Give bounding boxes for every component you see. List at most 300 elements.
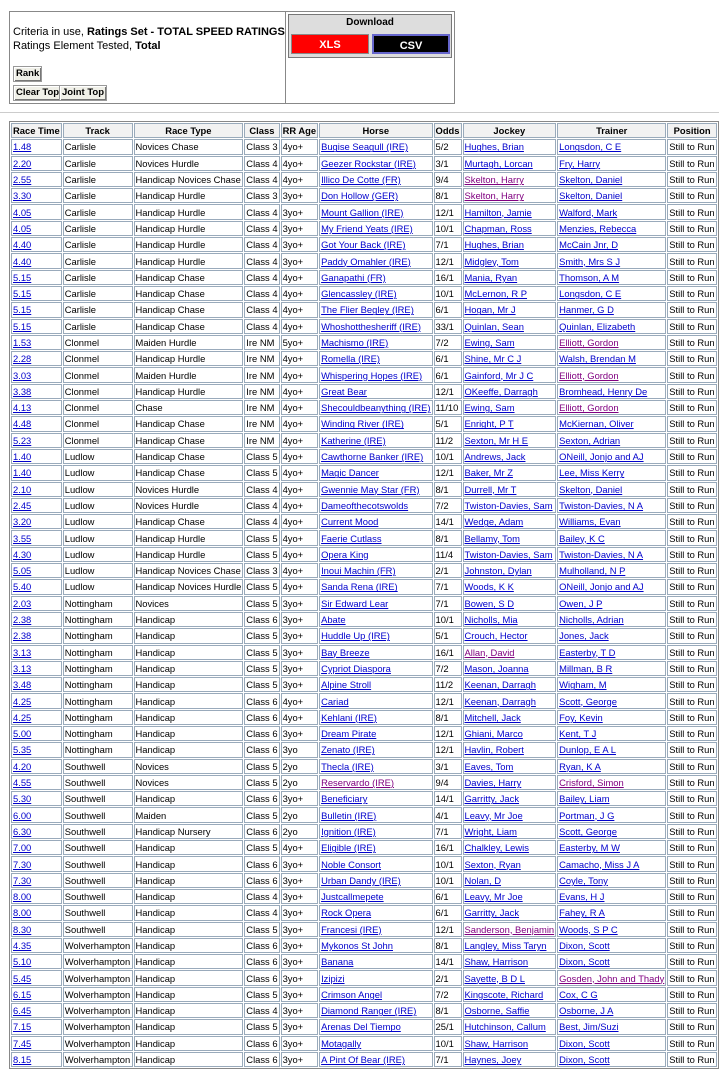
horse-link[interactable]: Dream Pirate <box>321 728 377 740</box>
cell-race-type: Handicap <box>134 938 244 953</box>
jockey-link[interactable]: Havlin, Robert <box>464 744 524 756</box>
race-time-link[interactable]: 6.15 <box>13 988 32 1000</box>
csv-download-button[interactable]: CSV <box>372 34 450 54</box>
jockey-link[interactable]: OKeeffe, Darragh <box>464 385 538 397</box>
jockey-link[interactable]: Quinlan, Sean <box>464 320 524 332</box>
horse-link[interactable]: Rock Opera <box>321 907 372 919</box>
race-time-link[interactable]: 4.05 <box>13 206 32 218</box>
jockey-link[interactable]: Mason, Joanna <box>464 662 529 674</box>
jockey-link[interactable]: Hamilton, Jamie <box>464 206 532 218</box>
trainer-link[interactable]: Dixon, Scott <box>559 956 610 968</box>
cell-class: Class 5 <box>244 759 279 774</box>
jockey-link[interactable]: Wedge, Adam <box>464 516 524 528</box>
table-row <box>11 970 717 985</box>
race-time-link[interactable]: 1.40 <box>13 451 32 463</box>
trainer-link[interactable]: Evans, H J <box>559 891 605 903</box>
horse-link[interactable]: Bulletin (IRE) <box>321 809 377 821</box>
cell-rr-age: 2yo <box>281 807 319 822</box>
horse-link[interactable]: Sanda Rena (IRE) <box>321 581 398 593</box>
horse-link[interactable]: Gwennie May Star (FR) <box>321 483 420 495</box>
cell-horse <box>319 954 432 969</box>
cell-track: Ludlow <box>63 465 133 480</box>
race-time-link[interactable]: 2.38 <box>13 630 32 642</box>
horse-link[interactable]: Cariad <box>321 695 349 707</box>
horse-link[interactable]: Zenato (IRE) <box>321 744 375 756</box>
trainer-link[interactable]: Kent, T J <box>559 728 597 740</box>
cell-race-type: Handicap <box>134 612 244 627</box>
race-time-link[interactable]: 4.40 <box>13 239 32 251</box>
race-time-link[interactable]: 7.00 <box>13 842 32 854</box>
trainer-link[interactable]: Portman, J G <box>559 809 615 821</box>
horse-link[interactable]: Inoui Machin (FR) <box>321 565 396 577</box>
table-row <box>11 693 717 708</box>
cell-track: Southwell <box>63 840 133 855</box>
horse-link[interactable]: Great Bear <box>321 385 367 397</box>
cell-horse <box>319 172 432 187</box>
race-time-link[interactable]: 1.40 <box>13 467 32 479</box>
jockey-link[interactable]: Crouch, Hector <box>464 630 528 642</box>
race-time-link[interactable]: 5.15 <box>13 320 32 332</box>
horse-link[interactable]: Illico De Cotte (FR) <box>321 174 401 186</box>
race-time-link[interactable]: 5.45 <box>13 972 32 984</box>
jockey-link[interactable]: Mitchell, Jack <box>464 711 521 723</box>
trainer-link[interactable]: Easterby, M W <box>559 842 620 854</box>
jockey-link[interactable]: Mania, Ryan <box>464 271 518 283</box>
trainer-link[interactable]: Dunlop, E A L <box>559 744 616 756</box>
trainer-link[interactable]: Gosden, John and Thady <box>559 972 665 984</box>
trainer-link[interactable]: Cox, C G <box>559 988 598 1000</box>
race-time-link[interactable]: 5.00 <box>13 728 32 740</box>
trainer-link[interactable]: Elliott, Gordon <box>559 402 619 414</box>
horse-link[interactable]: Mount Gallion (IRE) <box>321 206 404 218</box>
cell-trainer <box>557 645 666 660</box>
horse-link[interactable]: Glencassley (IRE) <box>321 288 397 300</box>
cell-horse <box>319 400 432 415</box>
race-time-link[interactable]: 2.20 <box>13 157 32 169</box>
trainer-link[interactable]: Camacho, Miss J A <box>559 858 640 870</box>
jockey-link[interactable]: Durrell, Mr T <box>464 483 517 495</box>
trainer-link[interactable]: Walsh, Brendan M <box>559 353 636 365</box>
horse-link[interactable]: Motagally <box>321 1037 362 1049</box>
cell-jockey <box>463 873 557 888</box>
race-time-link[interactable]: 3.03 <box>13 369 32 381</box>
horse-link[interactable]: Kehlani (IRE) <box>321 711 377 723</box>
jockey-link[interactable]: Langley, Miss Taryn <box>464 939 547 951</box>
jockey-link[interactable]: Johnston, Dylan <box>464 565 532 577</box>
jockey-link[interactable]: Bellamy, Tom <box>464 532 520 544</box>
horse-link[interactable]: Abate <box>321 614 346 626</box>
trainer-link[interactable]: Longsdon, C E <box>559 141 622 153</box>
jockey-link[interactable]: Leavy, Mr Joe <box>464 809 523 821</box>
cell-class: Class 3 <box>244 563 279 578</box>
cell-trainer <box>557 449 666 464</box>
race-time-link[interactable]: 5.10 <box>13 956 32 968</box>
race-time-link[interactable]: 8.15 <box>13 1054 32 1066</box>
race-time-link[interactable]: 7.30 <box>13 874 32 886</box>
cell-race-type: Handicap <box>134 873 244 888</box>
race-time-link[interactable]: 6.30 <box>13 825 32 837</box>
race-time-link[interactable]: 3.13 <box>13 646 32 658</box>
cell-position: Still to Run <box>667 465 717 480</box>
race-time-link[interactable]: 2.38 <box>13 614 32 626</box>
race-time-link[interactable]: 5.15 <box>13 288 32 300</box>
jockey-link[interactable]: Sexton, Ryan <box>464 858 521 870</box>
trainer-link[interactable]: Longsdon, C E <box>559 288 622 300</box>
header-race-type: Race Type <box>134 123 244 138</box>
cell-trainer <box>557 400 666 415</box>
trainer-link[interactable]: Woods, S P C <box>559 923 618 935</box>
trainer-link[interactable]: Osborne, J A <box>559 1005 614 1017</box>
trainer-link[interactable]: Coyle, Tony <box>559 874 608 886</box>
horse-link[interactable]: Magic Dancer <box>321 467 379 479</box>
horse-link[interactable]: Dameofthecotswolds <box>321 499 409 511</box>
jockey-link[interactable]: Shine, Mr C J <box>464 353 522 365</box>
trainer-link[interactable]: McCain Jnr, D <box>559 239 619 251</box>
trainer-link[interactable]: Bailey, Liam <box>559 793 610 805</box>
cell-jockey <box>463 530 557 545</box>
jockey-link[interactable]: Hughes, Brian <box>464 141 524 153</box>
cell-rr-age: 4yo+ <box>281 530 319 545</box>
race-time-link[interactable]: 3.20 <box>13 516 32 528</box>
cell-rr-age: 3yo+ <box>281 1036 319 1051</box>
horse-link[interactable]: Urban Dandy (IRE) <box>321 874 401 886</box>
race-time-link[interactable]: 8.30 <box>13 923 32 935</box>
trainer-link[interactable]: ONeill, Jonjo and AJ <box>559 581 644 593</box>
horse-link[interactable]: The Flier Begley (IRE) <box>321 304 414 316</box>
race-time-link[interactable]: 4.30 <box>13 548 32 560</box>
trainer-link[interactable]: Walford, Mark <box>559 206 618 218</box>
horse-link[interactable]: My Friend Yeats (IRE) <box>321 222 413 234</box>
race-time-link[interactable]: 5.35 <box>13 744 32 756</box>
trainer-link[interactable]: Hanmer, G D <box>559 304 614 316</box>
jockey-link[interactable]: Eaves, Tom <box>464 760 514 772</box>
trainer-link[interactable]: Easterby, T D <box>559 646 616 658</box>
cell-track: Southwell <box>63 759 133 774</box>
clear-top-button[interactable]: Clear Top <box>13 85 62 101</box>
trainer-link[interactable]: Bailey, K C <box>559 532 605 544</box>
trainer-link[interactable]: Fry, Harry <box>559 157 601 169</box>
trainer-link[interactable]: Skelton, Daniel <box>559 190 623 202</box>
jockey-link[interactable]: Midgley, Tom <box>464 255 519 267</box>
joint-top-button[interactable]: Joint Top <box>59 85 107 101</box>
trainer-link[interactable]: Sexton, Adrian <box>559 434 621 446</box>
race-time-link[interactable]: 3.55 <box>13 532 32 544</box>
trainer-link[interactable]: Elliott, Gordon <box>559 337 619 348</box>
race-time-link[interactable]: 4.13 <box>13 402 32 414</box>
race-time-link[interactable]: 1.53 <box>13 337 32 348</box>
horse-link[interactable]: Sir Edward Lear <box>321 597 389 609</box>
jockey-link[interactable]: Twiston-Davies, Sam <box>464 499 553 511</box>
trainer-link[interactable]: McKiernan, Oliver <box>559 418 634 430</box>
horse-link[interactable]: Faerie Cutlass <box>321 532 382 544</box>
race-time-link[interactable]: 7.45 <box>13 1037 32 1049</box>
cell-rr-age: 4yo+ <box>281 351 319 366</box>
cell-jockey <box>463 987 557 1002</box>
cell-trainer <box>557 938 666 953</box>
jockey-link[interactable]: Hughes, Brian <box>464 239 524 251</box>
race-time-link[interactable]: 5.30 <box>13 793 32 805</box>
jockey-link[interactable]: Keenan, Darragh <box>464 695 536 707</box>
race-time-link[interactable]: 5.40 <box>13 581 32 593</box>
jockey-link[interactable]: Skelton, Harry <box>464 174 524 186</box>
race-time-link[interactable]: 5.15 <box>13 271 32 283</box>
cell-trainer <box>557 156 666 171</box>
trainer-link[interactable]: Skelton, Daniel <box>559 174 623 186</box>
race-time-link[interactable]: 3.48 <box>13 679 32 691</box>
trainer-link[interactable]: Fahey, R A <box>559 907 605 919</box>
race-time-link[interactable]: 4.40 <box>13 255 32 267</box>
horse-link[interactable]: Eligible (IRE) <box>321 842 376 854</box>
horse-link[interactable]: A Pint Of Bear (IRE) <box>321 1054 405 1066</box>
horse-link[interactable]: Shecouldbeanything (IRE) <box>321 402 431 414</box>
jockey-link[interactable]: Chapman, Ross <box>464 222 532 234</box>
trainer-link[interactable]: Ryan, K A <box>559 760 601 772</box>
horse-link[interactable]: Current Mood <box>321 516 379 528</box>
jockey-link[interactable]: Sexton, Mr H E <box>464 434 529 446</box>
horse-link[interactable]: Reservardo (IRE) <box>321 777 395 789</box>
jockey-link[interactable]: Keenan, Darragh <box>464 679 536 691</box>
race-time-link[interactable]: 1.48 <box>13 141 32 153</box>
jockey-link[interactable]: Ewing, Sam <box>464 402 515 414</box>
trainer-link[interactable]: Elliott, Gordon <box>559 369 619 381</box>
horse-link[interactable]: Beneficiary <box>321 793 368 805</box>
cell-rr-age: 4yo+ <box>281 319 319 334</box>
race-time-link[interactable]: 7.15 <box>13 1021 32 1033</box>
race-time-link[interactable]: 6.45 <box>13 1005 32 1017</box>
cell-jockey <box>463 416 557 431</box>
jockey-link[interactable]: McLernon, R P <box>464 288 528 300</box>
horse-link[interactable]: Machismo (IRE) <box>321 337 389 348</box>
cell-position: Still to Run <box>667 482 717 497</box>
jockey-link[interactable]: Shaw, Harrison <box>464 1037 529 1049</box>
jockey-link[interactable]: Chalkley, Lewis <box>464 842 529 854</box>
cell-rr-age: 4yo+ <box>281 547 319 562</box>
trainer-link[interactable]: Owen, J P <box>559 597 603 609</box>
race-time-link[interactable]: 4.35 <box>13 939 32 951</box>
horse-link[interactable]: Francesi (IRE) <box>321 923 382 935</box>
cell-class: Ire NM <box>244 433 279 448</box>
cell-race-time <box>11 221 62 236</box>
race-time-link[interactable]: 4.20 <box>13 760 32 772</box>
trainer-link[interactable]: Williams, Evan <box>559 516 621 528</box>
horse-link[interactable]: Noble Consort <box>321 858 382 870</box>
table-row <box>11 905 717 920</box>
trainer-link[interactable]: Skelton, Daniel <box>559 483 623 495</box>
horse-link[interactable]: Crimson Angel <box>321 988 383 1000</box>
jockey-link[interactable]: Shaw, Harrison <box>464 956 529 968</box>
cell-position: Still to Run <box>667 270 717 285</box>
jockey-link[interactable]: Skelton, Harry <box>464 190 524 202</box>
cell-trainer <box>557 204 666 219</box>
horse-link[interactable]: Don Hollow (GER) <box>321 190 399 202</box>
trainer-link[interactable]: ONeill, Jonjo and AJ <box>559 451 644 463</box>
jockey-link[interactable]: Wright, Liam <box>464 825 517 837</box>
cell-race-type: Handicap <box>134 677 244 692</box>
trainer-link[interactable]: Millman, B R <box>559 662 613 674</box>
jockey-link[interactable]: Garritty, Jack <box>464 793 520 805</box>
trainer-link[interactable]: Scott, George <box>559 695 617 707</box>
table-row <box>11 873 717 888</box>
table-row <box>11 775 717 790</box>
jockey-link[interactable]: Osborne, Saffie <box>464 1005 530 1017</box>
horse-link[interactable]: Romella (IRE) <box>321 353 380 365</box>
jockey-link[interactable]: Hutchinson, Callum <box>464 1021 546 1033</box>
race-time-link[interactable]: 4.05 <box>13 222 32 234</box>
cell-rr-age: 4yo+ <box>281 302 319 317</box>
jockey-link[interactable]: Garritty, Jack <box>464 907 520 919</box>
horse-link[interactable]: Whoshotthesheriff (IRE) <box>321 320 421 332</box>
race-time-link[interactable]: 3.30 <box>13 190 32 202</box>
trainer-link[interactable]: Menzies, Rebecca <box>559 222 637 234</box>
jockey-link[interactable]: Sanderson, Benjamin <box>464 923 555 935</box>
race-time-link[interactable]: 4.55 <box>13 777 32 789</box>
race-time-link[interactable]: 2.28 <box>13 353 32 365</box>
cell-horse <box>319 139 432 154</box>
trainer-link[interactable]: Thomson, A M <box>559 271 620 283</box>
race-time-link[interactable]: 8.00 <box>13 891 32 903</box>
race-time-link[interactable]: 5.05 <box>13 565 32 577</box>
race-time-link[interactable]: 4.25 <box>13 695 32 707</box>
cell-odds: 8/1 <box>434 482 462 497</box>
race-time-link[interactable]: 2.55 <box>13 174 32 186</box>
horse-link[interactable]: Banana <box>321 956 354 968</box>
horse-link[interactable]: Mykonos St John <box>321 939 393 951</box>
header-jockey: Jockey <box>463 123 557 138</box>
jockey-link[interactable]: Hogan, Mr J <box>464 304 516 316</box>
horse-link[interactable]: Katherine (IRE) <box>321 434 386 446</box>
horse-link[interactable]: Whispering Hopes (IRE) <box>321 369 423 381</box>
cell-rr-age: 3yo+ <box>281 987 319 1002</box>
horse-link[interactable]: Thecla (IRE) <box>321 760 374 772</box>
rank-button[interactable]: Rank <box>13 66 42 82</box>
jockey-link[interactable]: Enright, P T <box>464 418 514 430</box>
horse-link[interactable]: Ignition (IRE) <box>321 825 376 837</box>
jockey-link[interactable]: Haynes, Joey <box>464 1054 522 1066</box>
cell-race-type: Handicap Chase <box>134 416 244 431</box>
cell-track: Carlisle <box>63 237 133 252</box>
trainer-link[interactable]: Dixon, Scott <box>559 1054 610 1066</box>
cell-track: Southwell <box>63 775 133 790</box>
trainer-link[interactable]: Scott, George <box>559 825 617 837</box>
trainer-link[interactable]: Twiston-Davies, N A <box>559 499 644 511</box>
race-time-link[interactable]: 8.00 <box>13 907 32 919</box>
horse-link[interactable]: Got Your Back (IRE) <box>321 239 406 251</box>
trainer-link[interactable]: Bromhead, Henry De <box>559 385 648 397</box>
race-time-link[interactable]: 5.15 <box>13 304 32 316</box>
trainer-link[interactable]: Jones, Jack <box>559 630 609 642</box>
horse-link[interactable]: Paddy Omahler (IRE) <box>321 255 411 267</box>
cell-trainer <box>557 221 666 236</box>
race-time-link[interactable]: 6.00 <box>13 809 32 821</box>
jockey-link[interactable]: Davies, Harry <box>464 777 522 789</box>
xls-download-button[interactable]: XLS <box>291 34 369 54</box>
trainer-link[interactable]: Foy, Kevin <box>559 711 603 723</box>
horse-link[interactable]: Opera King <box>321 548 369 560</box>
horse-link[interactable]: Diamond Ranger (IRE) <box>321 1005 417 1017</box>
trainer-link[interactable]: Dixon, Scott <box>559 1037 610 1049</box>
jockey-link[interactable]: Ewing, Sam <box>464 337 515 348</box>
horse-link[interactable]: Cawthorne Banker (IRE) <box>321 451 424 463</box>
race-time-link[interactable]: 4.48 <box>13 418 32 430</box>
race-time-link[interactable]: 3.38 <box>13 385 32 397</box>
trainer-link[interactable]: Quinlan, Elizabeth <box>559 320 636 332</box>
trainer-link[interactable]: Smith, Mrs S J <box>559 255 621 267</box>
horse-link[interactable]: Cypriot Diaspora <box>321 662 391 674</box>
jockey-link[interactable]: Nolan, D <box>464 874 501 886</box>
trainer-link[interactable]: Twiston-Davies, N A <box>559 548 644 560</box>
cell-odds: 12/1 <box>434 465 462 480</box>
race-time-link[interactable]: 7.30 <box>13 858 32 870</box>
jockey-link[interactable]: Nicholls, Mia <box>464 614 518 626</box>
cell-trainer <box>557 840 666 855</box>
cell-rr-age: 4yo+ <box>281 400 319 415</box>
jockey-link[interactable]: Allan, David <box>464 646 515 658</box>
cell-track: Carlisle <box>63 172 133 187</box>
cell-position: Still to Run <box>667 693 717 708</box>
jockey-link[interactable]: Twiston-Davies, Sam <box>464 548 553 560</box>
cell-trainer <box>557 612 666 627</box>
horse-link[interactable]: Winding River (IRE) <box>321 418 404 430</box>
cell-jockey <box>463 840 557 855</box>
horse-link[interactable]: Arenas Del Tiempo <box>321 1021 401 1033</box>
jockey-link[interactable]: Woods, K K <box>464 581 514 593</box>
horse-link[interactable]: Huddle Up (IRE) <box>321 630 390 642</box>
race-time-link[interactable]: 2.45 <box>13 499 32 511</box>
jockey-link[interactable]: Sayette, B D L <box>464 972 525 984</box>
trainer-link[interactable]: Nicholls, Adrian <box>559 614 624 626</box>
jockey-link[interactable]: Baker, Mr Z <box>464 467 513 479</box>
cell-horse <box>319 319 432 334</box>
jockey-link[interactable]: Andrews, Jack <box>464 451 526 463</box>
trainer-link[interactable]: Wigham, M <box>559 679 607 691</box>
race-time-link[interactable]: 3.13 <box>13 662 32 674</box>
jockey-link[interactable]: Ghiani, Marco <box>464 728 523 740</box>
trainer-link[interactable]: Dixon, Scott <box>559 939 610 951</box>
horse-link[interactable]: Bay Breeze <box>321 646 370 658</box>
cell-horse <box>319 1003 432 1018</box>
jockey-link[interactable]: Bowen, S D <box>464 597 515 609</box>
horse-link[interactable]: Ganapathi (FR) <box>321 271 386 283</box>
trainer-link[interactable]: Lee, Miss Kerry <box>559 467 625 479</box>
jockey-link[interactable]: Leavy, Mr Joe <box>464 891 523 903</box>
cell-race-type: Maiden Hurdle <box>134 335 244 350</box>
criteria-element <box>13 40 161 52</box>
trainer-link[interactable]: Mulholland, N P <box>559 565 626 577</box>
horse-link[interactable]: Alpine Stroll <box>321 679 372 691</box>
cell-race-time <box>11 482 62 497</box>
race-time-link[interactable]: 2.10 <box>13 483 32 495</box>
trainer-link[interactable]: Best, Jim/Suzi <box>559 1021 619 1033</box>
trainer-link[interactable]: Crisford, Simon <box>559 777 624 789</box>
race-time-link[interactable]: 2.03 <box>13 597 32 609</box>
jockey-link[interactable]: Gainford, Mr J C <box>464 369 534 381</box>
cell-position: Still to Run <box>667 840 717 855</box>
horse-link[interactable]: Justcallmepete <box>321 891 384 903</box>
jockey-link[interactable]: Murtagh, Lorcan <box>464 157 533 169</box>
cell-race-type: Maiden <box>134 807 244 822</box>
cell-odds: 16/1 <box>434 840 462 855</box>
race-time-link[interactable]: 5.23 <box>13 434 32 446</box>
horse-link[interactable]: Izipizi <box>321 972 345 984</box>
cell-horse <box>319 905 432 920</box>
cell-race-type: Handicap Chase <box>134 514 244 529</box>
jockey-link[interactable]: Kingscote, Richard <box>464 988 544 1000</box>
race-time-link[interactable]: 4.25 <box>13 711 32 723</box>
cell-track: Nottingham <box>63 612 133 627</box>
cell-jockey <box>463 351 557 366</box>
horse-link[interactable]: Geezer Rockstar (IRE) <box>321 157 416 169</box>
horse-link[interactable]: Bugise Seagull (IRE) <box>321 141 409 153</box>
